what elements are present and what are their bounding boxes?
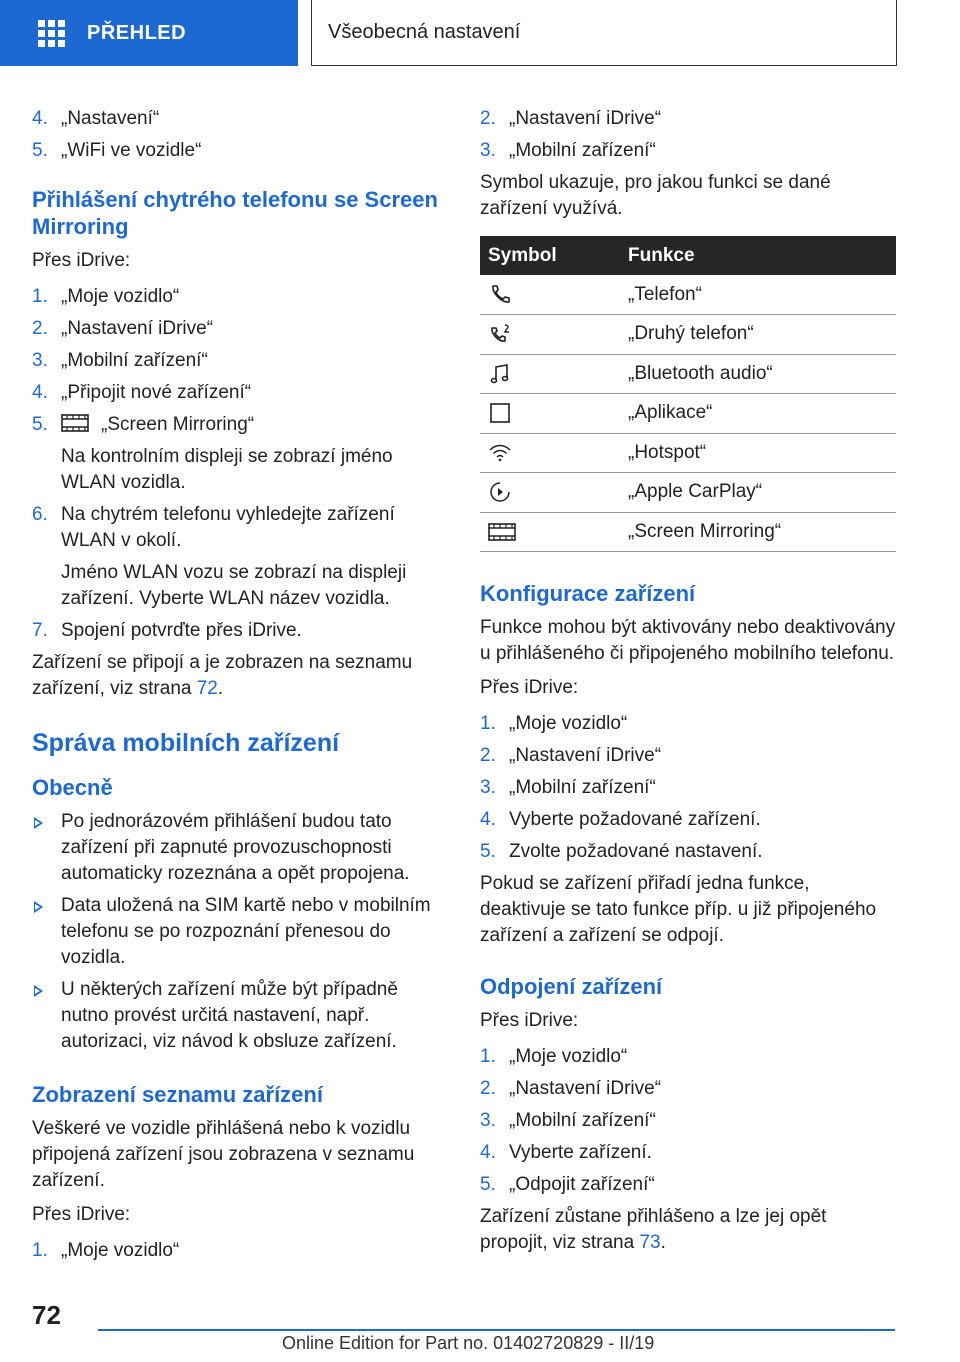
table-row xyxy=(480,394,896,434)
list-item xyxy=(32,1238,450,1264)
section-heading: Zobrazení seznamu zařízení xyxy=(32,1082,323,1107)
via-idrive: Přes iDrive: xyxy=(32,1204,131,1225)
section-heading: Konfigurace zařízení xyxy=(480,581,696,606)
chapter-title: Všeobecná nastavení xyxy=(328,21,521,43)
symbol-table xyxy=(480,236,896,552)
function-cell: „Aplikace“ xyxy=(628,394,896,434)
column-header-function: Funkce xyxy=(628,236,896,275)
app-square-icon xyxy=(488,401,512,425)
symbol-cell xyxy=(480,473,628,513)
column-header-symbol: Symbol xyxy=(480,236,628,275)
list-item xyxy=(480,1140,898,1166)
step-number: 3. xyxy=(32,350,48,371)
step-text: „Nastavení iDrive“ xyxy=(509,108,662,129)
step-number: 1. xyxy=(480,1046,496,1067)
step-number: 1. xyxy=(480,713,496,734)
step-number: 2. xyxy=(480,1078,496,1099)
list-item xyxy=(32,348,450,374)
paragraph: Funkce mohou být aktivovány nebo deaktivovány u přihlášeného či připojeného mobilního telefonu. xyxy=(480,617,896,664)
symbol-cell xyxy=(480,433,628,473)
function-cell: „Druhý telefon“ xyxy=(628,315,896,355)
step-number: 7. xyxy=(32,620,48,641)
list-item xyxy=(480,775,898,801)
step-text: „Mobilní zařízení“ xyxy=(61,350,208,371)
step-text: „Mobilní zařízení“ xyxy=(509,1110,656,1131)
list-item xyxy=(32,106,450,132)
step-subtext: Na kontrolním displeji se zobrazí jméno WLAN vozidla. xyxy=(61,446,393,493)
screen-mirroring-icon xyxy=(488,522,516,542)
step-text: Vyberte požadované zařízení. xyxy=(509,809,761,830)
continued-list xyxy=(480,106,898,164)
carplay-icon xyxy=(488,480,512,504)
right-column xyxy=(480,100,898,1262)
step-text: „Mobilní zařízení“ xyxy=(509,777,656,798)
list-item xyxy=(32,977,450,1055)
symbol-cell xyxy=(480,512,628,552)
triangle-bullet-icon xyxy=(34,817,43,829)
table-row xyxy=(480,354,896,394)
steps-list xyxy=(480,711,898,865)
paragraph xyxy=(480,1204,898,1256)
footer-divider xyxy=(98,1329,895,1331)
triangle-bullet-icon xyxy=(34,985,43,997)
paragraph: Veškeré ve vozidle přihlášená nebo k vozidlu připojená zařízení jsou zobrazena v seznamu zařízení. xyxy=(32,1118,415,1191)
function-cell: „Telefon“ xyxy=(628,275,896,315)
list-item xyxy=(480,743,898,769)
step-number: 2. xyxy=(480,108,496,129)
steps-list xyxy=(480,1044,898,1198)
step-text: „Moje vozidlo“ xyxy=(509,1046,628,1067)
list-item xyxy=(480,839,898,865)
step-text: „Moje vozidlo“ xyxy=(509,713,628,734)
bullet-text: Data uložená na SIM kartě nebo v mobilním telefonu se po rozpoznání přenesou do vozidla. xyxy=(61,895,431,968)
step-number: 5. xyxy=(32,140,48,161)
step-number: 2. xyxy=(32,318,48,339)
step-number: 1. xyxy=(32,1240,48,1261)
section-heading: Odpojení zařízení xyxy=(480,974,663,999)
table-row xyxy=(480,433,896,473)
second-phone-icon xyxy=(488,322,512,346)
step-text: „Mobilní zařízení“ xyxy=(509,140,656,161)
bullet-text: Po jednorázovém přihlášení budou tato zařízení při zapnuté provozuschopnosti automaticky rozeznána a opět propojena. xyxy=(61,811,410,884)
paragraph-end: . xyxy=(217,678,224,699)
list-item xyxy=(480,1044,898,1070)
step-number: 6. xyxy=(32,504,48,525)
intro-list xyxy=(32,106,450,164)
step-text: „Nastavení iDrive“ xyxy=(509,745,662,766)
symbol-cell xyxy=(480,394,628,434)
phone-icon xyxy=(488,283,512,307)
step-number: 4. xyxy=(32,382,48,403)
step-text: Zvolte požadované nastavení. xyxy=(509,841,763,862)
paragraph-text: Zařízení zůstane přihlášeno a lze jej opět propojit, viz strana xyxy=(480,1206,827,1253)
step-number: 3. xyxy=(480,777,496,798)
list-item xyxy=(32,284,450,310)
list-item xyxy=(32,138,450,164)
list-item xyxy=(32,893,450,971)
page-number: 72 xyxy=(32,1300,61,1330)
step-text: Spojení potvrďte přes iDrive. xyxy=(61,620,302,641)
step-number: 2. xyxy=(480,745,496,766)
table-row xyxy=(480,315,896,355)
step-text: Na chytrém telefonu vyhledejte zařízení WLAN v okolí. xyxy=(61,504,395,551)
function-cell: „Screen Mirroring“ xyxy=(628,512,896,552)
step-number: 4. xyxy=(32,108,48,129)
via-idrive: Přes iDrive: xyxy=(480,677,579,698)
step-text: Vyberte zařízení. xyxy=(509,1142,652,1163)
symbol-cell xyxy=(480,315,628,355)
triangle-bullet-icon xyxy=(34,901,43,913)
chapter-title-box xyxy=(311,0,897,66)
symbol-cell xyxy=(480,275,628,315)
wifi-hotspot-icon xyxy=(488,441,512,465)
function-cell: „Hotspot“ xyxy=(628,433,896,473)
paragraph xyxy=(32,650,450,702)
list-item xyxy=(32,618,450,644)
left-column xyxy=(32,100,450,1270)
bullet-text: U některých zařízení může být případně nutno provést určitá nastavení, např. autorizaci, viz návod k obsluze zařízení. xyxy=(61,979,398,1052)
step-text: „Nastavení iDrive“ xyxy=(509,1078,662,1099)
via-idrive: Přes iDrive: xyxy=(32,250,131,271)
overview-tab-label: PŘEHLED xyxy=(87,21,187,44)
via-idrive: Přes iDrive: xyxy=(480,1010,579,1031)
list-item xyxy=(480,1108,898,1134)
step-text: „Připojit nové zařízení“ xyxy=(61,382,252,403)
step-number: 3. xyxy=(480,1110,496,1131)
list-item xyxy=(480,106,898,132)
bullet-list xyxy=(32,809,450,1055)
list-item xyxy=(480,1076,898,1102)
step-text: „Nastavení iDrive“ xyxy=(61,318,214,339)
step-number: 5. xyxy=(32,414,48,435)
paragraph-text: Zařízení se připojí a je zobrazen na seznamu zařízení, viz strana xyxy=(32,652,413,699)
page-link[interactable]: 73 xyxy=(639,1232,661,1253)
step-text: „Nastavení“ xyxy=(61,108,160,129)
table-row xyxy=(480,512,896,552)
steps-list xyxy=(32,1238,450,1264)
list-item xyxy=(32,412,450,496)
grid-menu-icon xyxy=(38,20,65,47)
page-link[interactable]: 72 xyxy=(196,678,218,699)
table-header-row xyxy=(480,236,896,275)
step-text: „Moje vozidlo“ xyxy=(61,1240,180,1261)
step-number: 1. xyxy=(32,286,48,307)
paragraph: Pokud se zařízení přiřadí jedna funkce, deaktivuje se tato funkce příp. u již připojeného zařízení a zařízení se odpojí. xyxy=(480,873,877,946)
section-heading: Přihlášení chytrého telefonu se Screen Mirroring xyxy=(32,187,438,239)
step-text: „WiFi ve vozidle“ xyxy=(61,140,202,161)
overview-tab[interactable] xyxy=(0,0,298,66)
step-number: 4. xyxy=(480,809,496,830)
list-item xyxy=(480,807,898,833)
step-number: 5. xyxy=(480,1174,496,1195)
step-text: „Moje vozidlo“ xyxy=(61,286,180,307)
function-cell: „Bluetooth audio“ xyxy=(628,354,896,394)
steps-list xyxy=(32,284,450,644)
music-note-icon xyxy=(488,362,512,386)
subsection-heading: Obecně xyxy=(32,775,113,800)
screen-mirroring-icon xyxy=(61,413,89,433)
list-item xyxy=(32,316,450,342)
step-text: „Screen Mirroring“ xyxy=(101,414,255,435)
step-number: 4. xyxy=(480,1142,496,1163)
list-item xyxy=(32,380,450,406)
section-heading: Správa mobilních zařízení xyxy=(32,729,340,757)
step-text: „Odpojit zařízení“ xyxy=(509,1174,655,1195)
list-item xyxy=(480,1172,898,1198)
step-number: 3. xyxy=(480,140,496,161)
step-subtext: Jméno WLAN vozu se zobrazí na displeji zařízení. Vyberte WLAN název vozidla. xyxy=(61,562,407,609)
function-cell: „Apple CarPlay“ xyxy=(628,473,896,513)
edition-note: Online Edition for Part no. 01402720829 - II/19 xyxy=(282,1333,655,1353)
list-item xyxy=(32,502,450,612)
list-item xyxy=(480,138,898,164)
table-row xyxy=(480,275,896,315)
list-item xyxy=(32,809,450,887)
symbol-cell xyxy=(480,354,628,394)
table-intro: Symbol ukazuje, pro jakou funkci se dané zařízení využívá. xyxy=(480,172,831,219)
paragraph-end: . xyxy=(660,1232,666,1253)
step-number: 5. xyxy=(480,841,496,862)
list-item xyxy=(480,711,898,737)
table-row xyxy=(480,473,896,513)
